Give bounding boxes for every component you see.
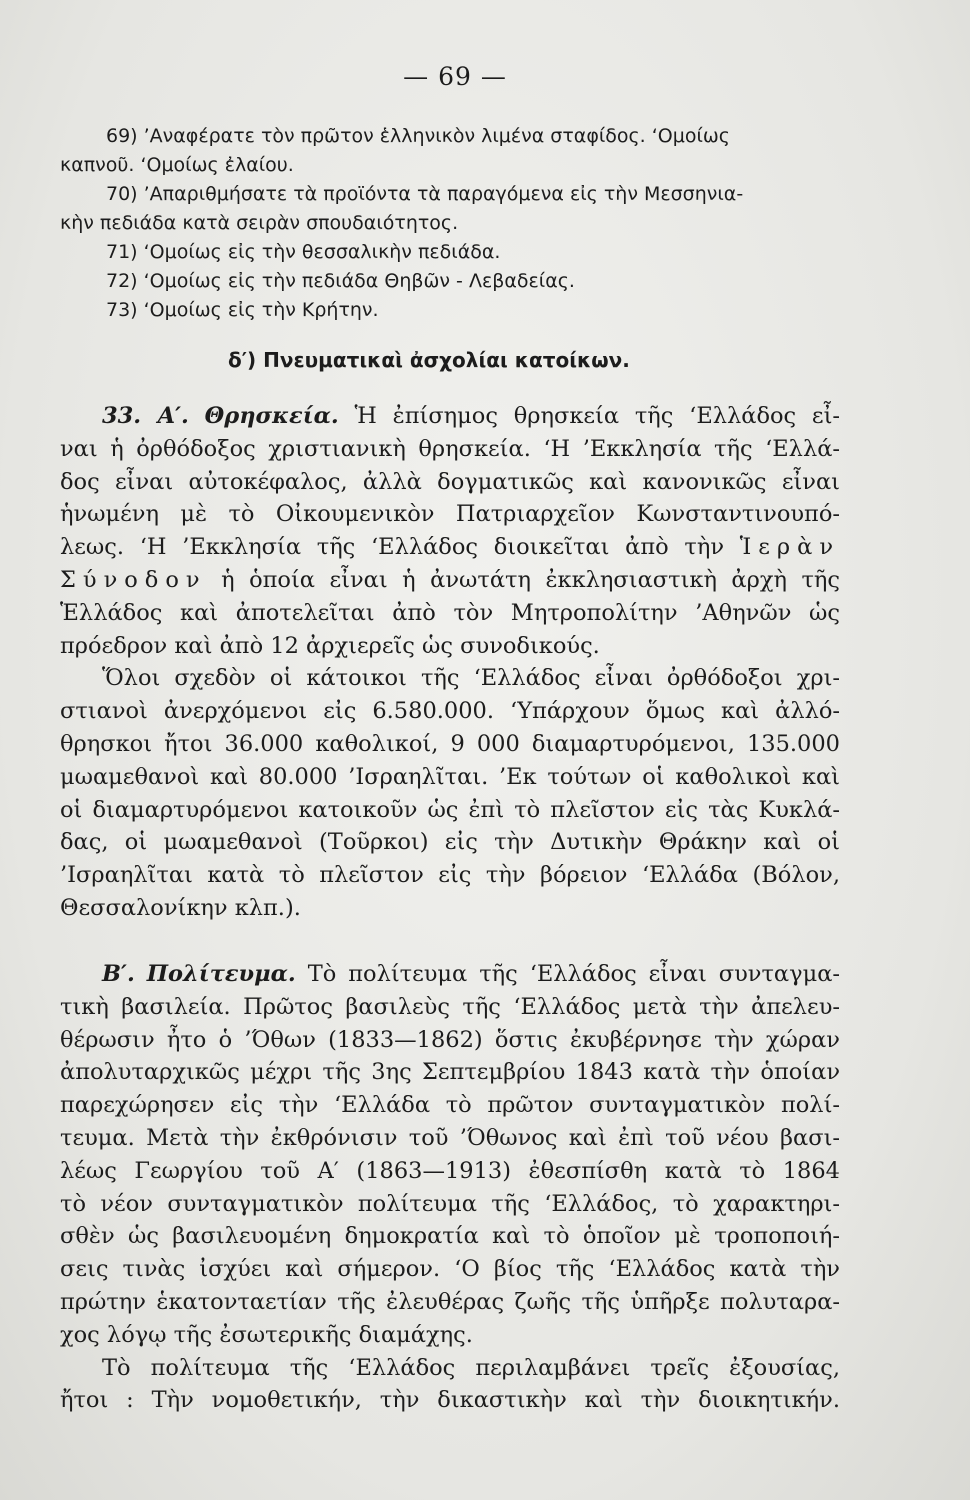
question-line: 70) ’Απαριθμήσατε τὰ προϊόντα τὰ παραγόμενα εἰς τὴν Μεσσηνια- <box>106 183 744 205</box>
section-subheading: δ′) Πνευματικαὶ ἀσχολίαι κατοίκων. <box>228 348 630 372</box>
text-line: λέως Γεωργίου τοῦ Α′ (1863—1913) ἐθεσπίσθη κατὰ τὸ 1864 <box>60 1157 840 1184</box>
page-number: — 69 — <box>403 62 507 91</box>
text-line: δας, οἱ μωαμεθανοὶ (Τοῦρκοι) εἰς τὴν Δυτικὴν Θράκην καὶ οἱ <box>60 829 840 856</box>
text-line: τευμα. Μετὰ τὴν ἐκθρόνισιν τοῦ ’Όθωνος καὶ ἐπὶ τοῦ νέου βασι- <box>60 1124 840 1151</box>
text-line: Ἑλλάδος καὶ ἀποτελεῖται ἀπὸ τὸν Μητροπολίτην ’Αθηνῶν ὡς <box>60 599 840 626</box>
text-line: ναι ἡ ὀρθόδοξος χριστιανικὴ θρησκεία. ‘Η ’Εκκλησία τῆς ‘Ελλά- <box>60 435 840 462</box>
text-line: θρησκοι ἤτοι 36.000 καθολικοί, 9 000 διαμαρτυρόμενοι, 135.000 <box>60 730 840 757</box>
text-fragment: λεως. ‘Η ’Εκκλησία τῆς ‘Ελλάδος διοικεῖται ἀπὸ τὴν <box>60 534 724 561</box>
section-number: 33. Α′. <box>102 403 189 429</box>
text-line <box>60 958 840 991</box>
text-line <box>60 531 840 564</box>
text-line: ἡνωμένη μὲ τὸ Οἰκουμενικὸν Πατριαρχεῖον Κωνσταντινουπό- <box>60 501 840 528</box>
spaced-word: Σύνοδον <box>60 566 207 593</box>
text-line: Τὸ πολίτευμα τῆς ‘Ελλάδος περιλαμβάνει τρεῖς ἐξουσίας, <box>102 1354 840 1381</box>
question-line: 71) ‘Ομοίως εἰς τὴν θεσσαλικὴν πεδιάδα. <box>106 241 501 263</box>
text-fragment: Τὸ πολίτευμα τῆς ‘Ελλάδος εἶναι συνταγμα- <box>307 961 840 987</box>
text-line: πρόεδρον καὶ ἀπὸ 12 ἀρχιερεῖς ὡς συνοδικούς. <box>60 632 600 659</box>
question-line: 72) ‘Ομοίως εἰς τὴν πεδιάδα Θηβῶν - Λεβαδείας. <box>106 270 575 292</box>
text-fragment: ἡ ὁποία εἶναι ἡ ἀνωτάτη ἐκκλησιαστικὴ ἀρχὴ τῆς <box>221 566 840 593</box>
spaced-word: Ἱερὰν <box>739 534 840 561</box>
question-line: καπνοῦ. ‘Ομοίως ἐλαίου. <box>60 154 294 176</box>
section-number: Β′. <box>102 961 135 987</box>
text-line: στιανοὶ ἀνερχόμενοι εἰς 6.580.000. ‘Υπάρχουν ὅμως καὶ ἀλλό- <box>60 698 840 725</box>
text-line: δος εἶναι αὐτοκέφαλος, ἀλλὰ δογματικῶς καὶ κανονικῶς εἶναι <box>60 468 840 495</box>
section-title: Θρησκεία. <box>204 403 339 429</box>
text-line: ἤτοι : Τὴν νομοθετικήν, τὴν δικαστικὴν καὶ τὴν διοικητικήν. <box>60 1387 840 1414</box>
question-line: 69) ’Αναφέρατε τὸν πρῶτον ἑλληνικὸν λιμένα σταφίδος. ‘Ομοίως <box>106 125 730 147</box>
question-line: 73) ‘Ομοίως εἰς τὴν Κρήτην. <box>106 299 379 321</box>
text-line: Θεσσαλονίκην κλπ.). <box>60 894 301 921</box>
question-line: κὴν πεδιάδα κατὰ σειρὰν σπουδαιότητος. <box>60 212 459 234</box>
text-line: Ὅλοι σχεδὸν οἱ κάτοικοι τῆς ‘Ελλάδος εἶναι ὀρθόδοξοι χρι- <box>102 665 840 692</box>
text-line: σεις τινὰς ἰσχύει καὶ σήμερον. ‘Ο βίος τῆς ‘Ελλάδος κατὰ τὴν <box>60 1256 840 1283</box>
text-line: θέρωσιν ἦτο ὁ ’Όθων (1833—1862) ὅστις ἐκυβέρνησε τὴν χώραν <box>60 1026 840 1053</box>
text-line: σθὲν ὡς βασιλευομένη δημοκρατία καὶ τὸ ὁποῖον μὲ τροποποιή- <box>60 1223 840 1250</box>
text-line: παρεχώρησεν εἰς τὴν ‘Ελλάδα τὸ πρῶτον συνταγματικὸν πολί- <box>60 1092 840 1119</box>
text-line: μωαμεθανοὶ καὶ 80.000 ’Ισραηλῖται. ’Εκ τούτων οἱ καθολικοὶ καὶ <box>60 763 840 790</box>
text-line: τικὴ βασιλεία. Πρῶτος βασιλεὺς τῆς ‘Ελλάδος μετὰ τὴν ἀπελευ- <box>60 993 840 1020</box>
section-title: Πολίτευμα. <box>146 961 296 987</box>
text-line <box>60 400 840 433</box>
subheading-block <box>60 348 840 372</box>
text-line <box>60 564 840 597</box>
religion-section <box>60 400 840 925</box>
text-line: οἱ διαμαρτυρόμενοι κατοικοῦν ὡς ἐπὶ τὸ πλεῖστον εἰς τὰς Κυκλά- <box>60 796 840 823</box>
text-line: πρώτην ἑκατονταετίαν τῆς ἐλευθέρας ζωῆς τῆς ὑπῆρξε πολυταρα- <box>60 1288 840 1315</box>
question-list <box>60 122 840 325</box>
text-line: τὸ νέον συνταγματικὸν πολίτευμα τῆς ‘Ελλάδος, τὸ χαρακτηρι- <box>60 1190 840 1217</box>
polity-section <box>60 958 840 1417</box>
text-line: ἀπολυταρχικῶς μέχρι τῆς 3ης Σεπτεμβρίου 1843 κατὰ τὴν ὁποίαν <box>60 1059 840 1086</box>
text-line: ’Ισραηλῖται κατὰ τὸ πλεῖστον εἰς τὴν βόρειον ‘Ελλάδα (Βόλον, <box>60 862 840 889</box>
text-fragment: Ἡ ἐπίσημος θρησκεία τῆς ‘Ελλάδος εἶ- <box>354 403 840 429</box>
text-line: χος λόγῳ τῆς ἐσωτερικῆς διαμάχης. <box>60 1321 473 1348</box>
